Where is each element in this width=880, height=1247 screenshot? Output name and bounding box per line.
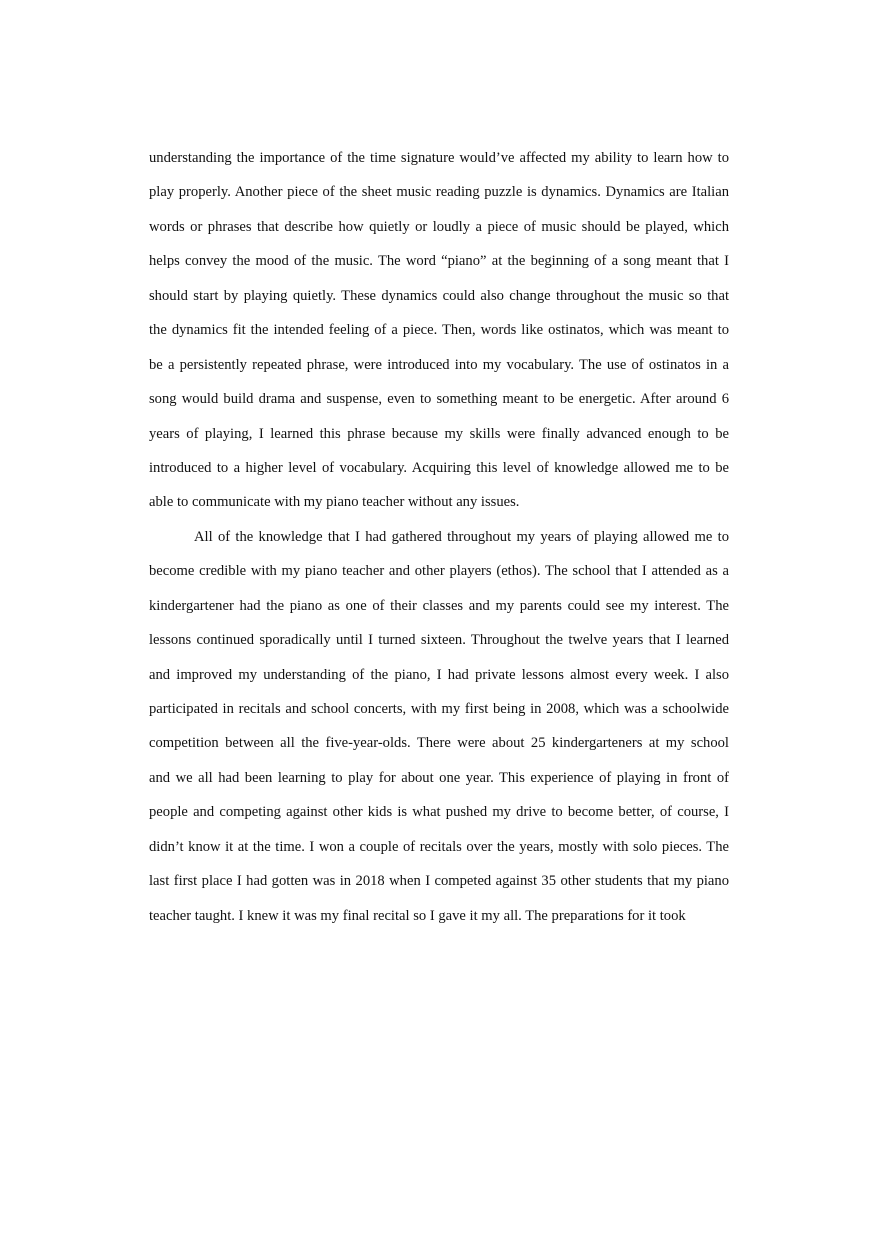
- text-line: last first place I had gotten was in 2018 when I competed against 35 other students that my piano: [149, 873, 729, 890]
- text-line: teacher taught. I knew it was my final recital so I gave it my all. The preparations for it took: [149, 907, 686, 924]
- text-line: introduced to a higher level of vocabulary. Acquiring this level of knowledge allowed me to be: [149, 459, 729, 476]
- text-line: competition between all the five-year-olds. There were about 25 kindergarteners at my school: [149, 735, 729, 752]
- text-line: song would build drama and suspense, even to something meant to be energetic. After around 6: [149, 391, 729, 408]
- text-line: become credible with my piano teacher and other players (ethos). The school that I attended as a: [149, 563, 729, 580]
- text-line: kindergartener had the piano as one of their classes and my parents could see my interest. The: [149, 597, 729, 614]
- text-line: didn’t know it at the time. I won a couple of recitals over the years, mostly with solo pieces. The: [149, 838, 729, 855]
- text-line: and we all had been learning to play for about one year. This experience of playing in front of: [149, 769, 729, 786]
- text-line: people and competing against other kids is what pushed my drive to become better, of course, I: [149, 804, 729, 821]
- paragraph-2: [149, 522, 729, 935]
- text-line: All of the knowledge that I had gathered throughout my years of playing allowed me to: [194, 528, 729, 545]
- text-line: words or phrases that describe how quietly or loudly a piece of music should be played, which: [149, 218, 729, 235]
- text-line: years of playing, I learned this phrase because my skills were finally advanced enough to be: [149, 425, 729, 442]
- text-line: the dynamics fit the intended feeling of a piece. Then, words like ostinatos, which was meant to: [149, 322, 729, 339]
- body-text: [149, 143, 729, 935]
- text-line: understanding the importance of the time signature would’ve affected my ability to learn how to: [149, 150, 729, 166]
- text-line: lessons continued sporadically until I turned sixteen. Throughout the twelve years that I learned: [149, 632, 729, 649]
- text-line: and improved my understanding of the piano, I had private lessons almost every week. I also: [149, 666, 729, 683]
- text-line: helps convey the mood of the music. The word “piano” at the beginning of a song meant that I: [149, 253, 729, 270]
- paragraph-1: [149, 143, 729, 522]
- text-line: able to communicate with my piano teacher without any issues.: [149, 494, 520, 511]
- text-line: should start by playing quietly. These dynamics could also change throughout the music so that: [149, 287, 729, 304]
- text-line: be a persistently repeated phrase, were introduced into my vocabulary. The use of ostinatos in a: [149, 356, 729, 373]
- text-line: participated in recitals and school concerts, with my first being in 2008, which was a schoolwide: [149, 701, 729, 717]
- text-line: play properly. Another piece of the sheet music reading puzzle is dynamics. Dynamics are Italian: [149, 184, 729, 201]
